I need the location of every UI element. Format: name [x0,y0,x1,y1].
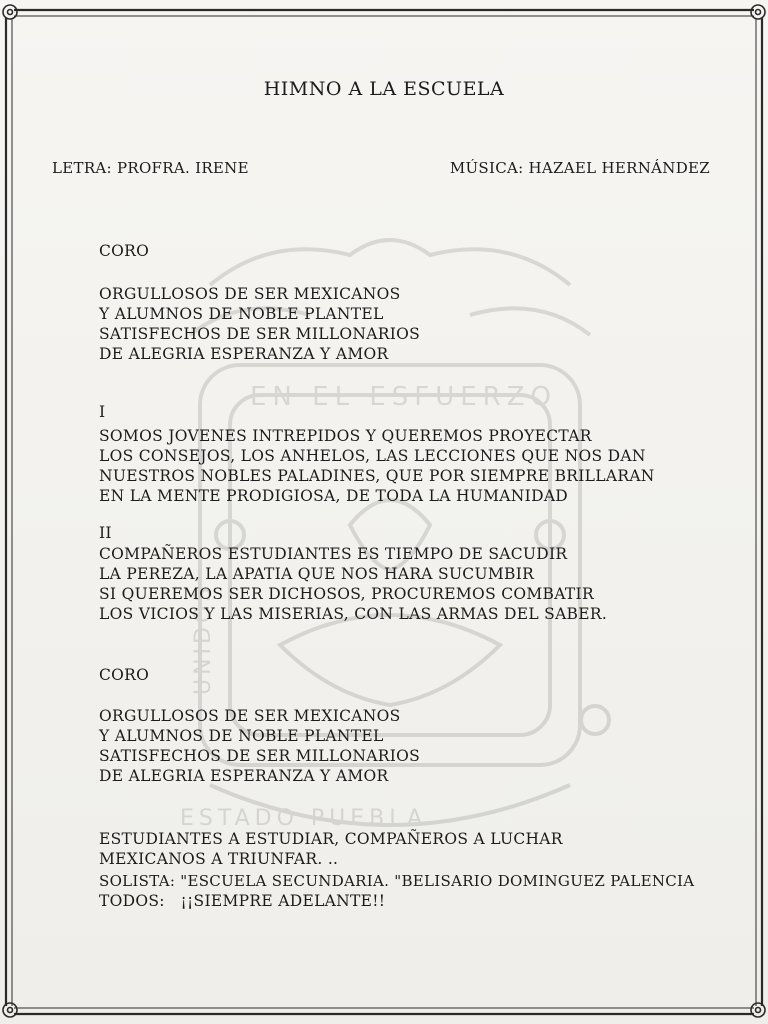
closing-line: SOLISTA: "ESCUELA SECUNDARIA. "BELISARIO DOMINGUEZ PALENCIA [99,872,695,890]
lyric-line: SI QUEREMOS SER DICHOSOS, PROCUREMOS COMBATIR [99,585,594,603]
composer-credit: MÚSICA: HAZAEL HERNÁNDEZ [449,159,710,177]
closing-line: ESTUDIANTES A ESTUDIAR, COMPAÑEROS A LUCHAR [99,830,563,848]
lyric-line: EN LA MENTE PRODIGIOSA, DE TODA LA HUMANIDAD [99,487,569,505]
lyric-line: LA PEREZA, LA APATIA QUE NOS HARA SUCUMBIR [99,565,535,583]
lyric-line: LOS CONSEJOS, LOS ANHELOS, LAS LECCIONES QUE NOS DAN [99,447,646,465]
lyric-line: NUESTROS NOBLES PALADINES, QUE POR SIEMPRE BRILLARAN [99,467,655,485]
coro-label: CORO [99,666,150,684]
lyric-line: Y ALUMNOS DE NOBLE PLANTEL [99,305,384,323]
coro-label: CORO [99,242,150,260]
lyric-line: SOMOS JOVENES INTREPIDOS Y QUEREMOS PROYECTAR [99,427,592,445]
lyric-line: ORGULLOSOS DE SER MEXICANOS [99,707,401,725]
verse-label: I [99,403,106,421]
lyric-line: DE ALEGRIA ESPERANZA Y AMOR [99,767,389,785]
lyricist-credit: LETRA: PROFRA. IRENE [52,159,249,177]
verse-label: II [99,524,112,542]
lyric-line: SATISFECHOS DE SER MILLONARIOS [99,747,421,765]
lyric-line: ORGULLOSOS DE SER MEXICANOS [99,285,401,303]
lyric-line: SATISFECHOS DE SER MILLONARIOS [99,325,421,343]
page-title: HIMNO A LA ESCUELA [263,78,505,100]
lyric-line: DE ALEGRIA ESPERANZA Y AMOR [99,345,389,363]
closing-line: MEXICANOS A TRIUNFAR. .. [99,850,339,868]
watermark-motto-side: UNIDOS [191,583,216,695]
closing-line: TODOS: ¡¡SIEMPRE ADELANTE!! [99,892,386,910]
watermark-motto-top: EN EL ESFUERZO [250,382,558,412]
lyric-line: COMPAÑEROS ESTUDIANTES ES TIEMPO DE SACUDIR [99,545,568,563]
lyric-line: Y ALUMNOS DE NOBLE PLANTEL [99,727,384,745]
lyric-line: LOS VICIOS Y LAS MISERIAS, CON LAS ARMAS DEL SABER. [99,605,608,623]
watermark-motto-bottom: ESTADO PUEBLA [180,806,428,831]
